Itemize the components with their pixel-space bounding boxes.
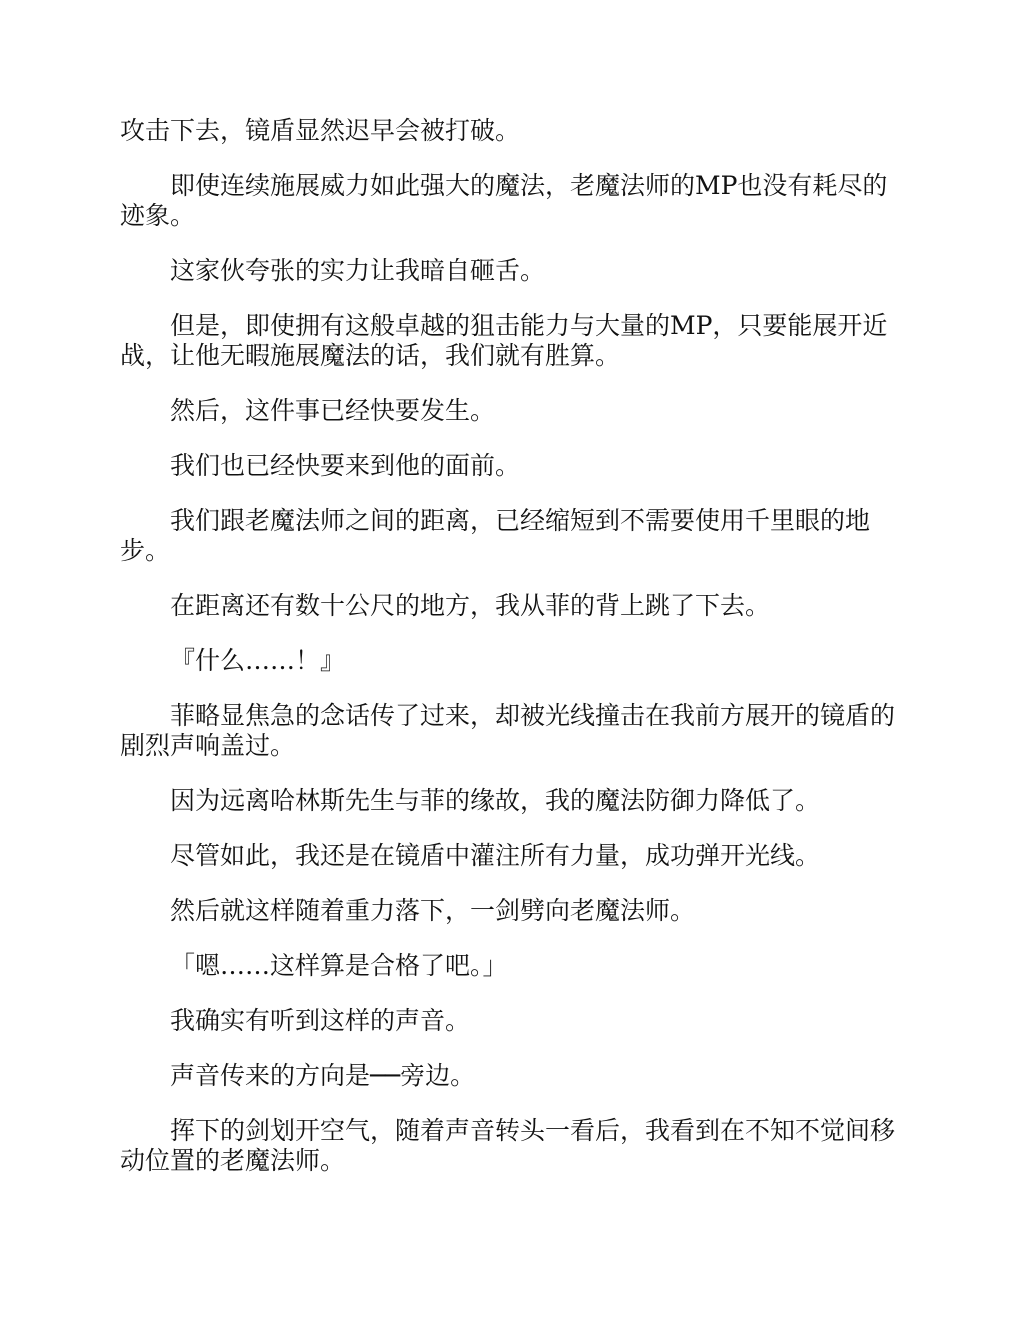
paragraph: 因为远离哈林斯先生与菲的缘故，我的魔法防御力降低了。 — [170, 786, 821, 815]
paragraph: 我们跟老魔法师之间的距离，已经缩短到不需要使用千里眼的地步。 — [120, 506, 871, 565]
dialogue-paragraph: 『什么……！』 — [170, 646, 346, 675]
paragraph: 攻击下去，镜盾显然迟早会被打破。 — [120, 116, 521, 145]
paragraph: 菲略显焦急的念话传了过来，却被光线撞击在我前方展开的镜盾的剧烈声响盖过。 — [120, 701, 896, 760]
paragraph: 即使连续施展威力如此强大的魔法，老魔法师的MP也没有耗尽的迹象。 — [120, 171, 888, 230]
dialogue-paragraph: 「嗯……这样算是合格了吧。」 — [170, 951, 508, 980]
paragraph: 这家伙夸张的实力让我暗自砸舌。 — [170, 256, 546, 285]
paragraph: 但是，即使拥有这般卓越的狙击能力与大量的MP，只要能展开近战，让他无暇施展魔法的话，我们就有胜算。 — [120, 311, 888, 370]
paragraph: 在距离还有数十公尺的地方，我从菲的背上跳了下去。 — [170, 591, 771, 620]
paragraph: 声音传来的方向是──旁边。 — [170, 1061, 476, 1090]
paragraph: 我们也已经快要来到他的面前。 — [170, 451, 521, 480]
paragraph: 尽管如此，我还是在镜盾中灌注所有力量，成功弹开光线。 — [170, 841, 821, 870]
paragraph: 然后，这件事已经快要发生。 — [170, 396, 496, 425]
paragraph: 挥下的剑划开空气，随着声音转头一看后，我看到在不知不觉间移动位置的老魔法师。 — [120, 1116, 896, 1175]
paragraph: 我确实有听到这样的声音。 — [170, 1006, 471, 1035]
paragraph: 然后就这样随着重力落下，一剑劈向老魔法师。 — [170, 896, 696, 925]
document-page — [120, 116, 900, 1201]
